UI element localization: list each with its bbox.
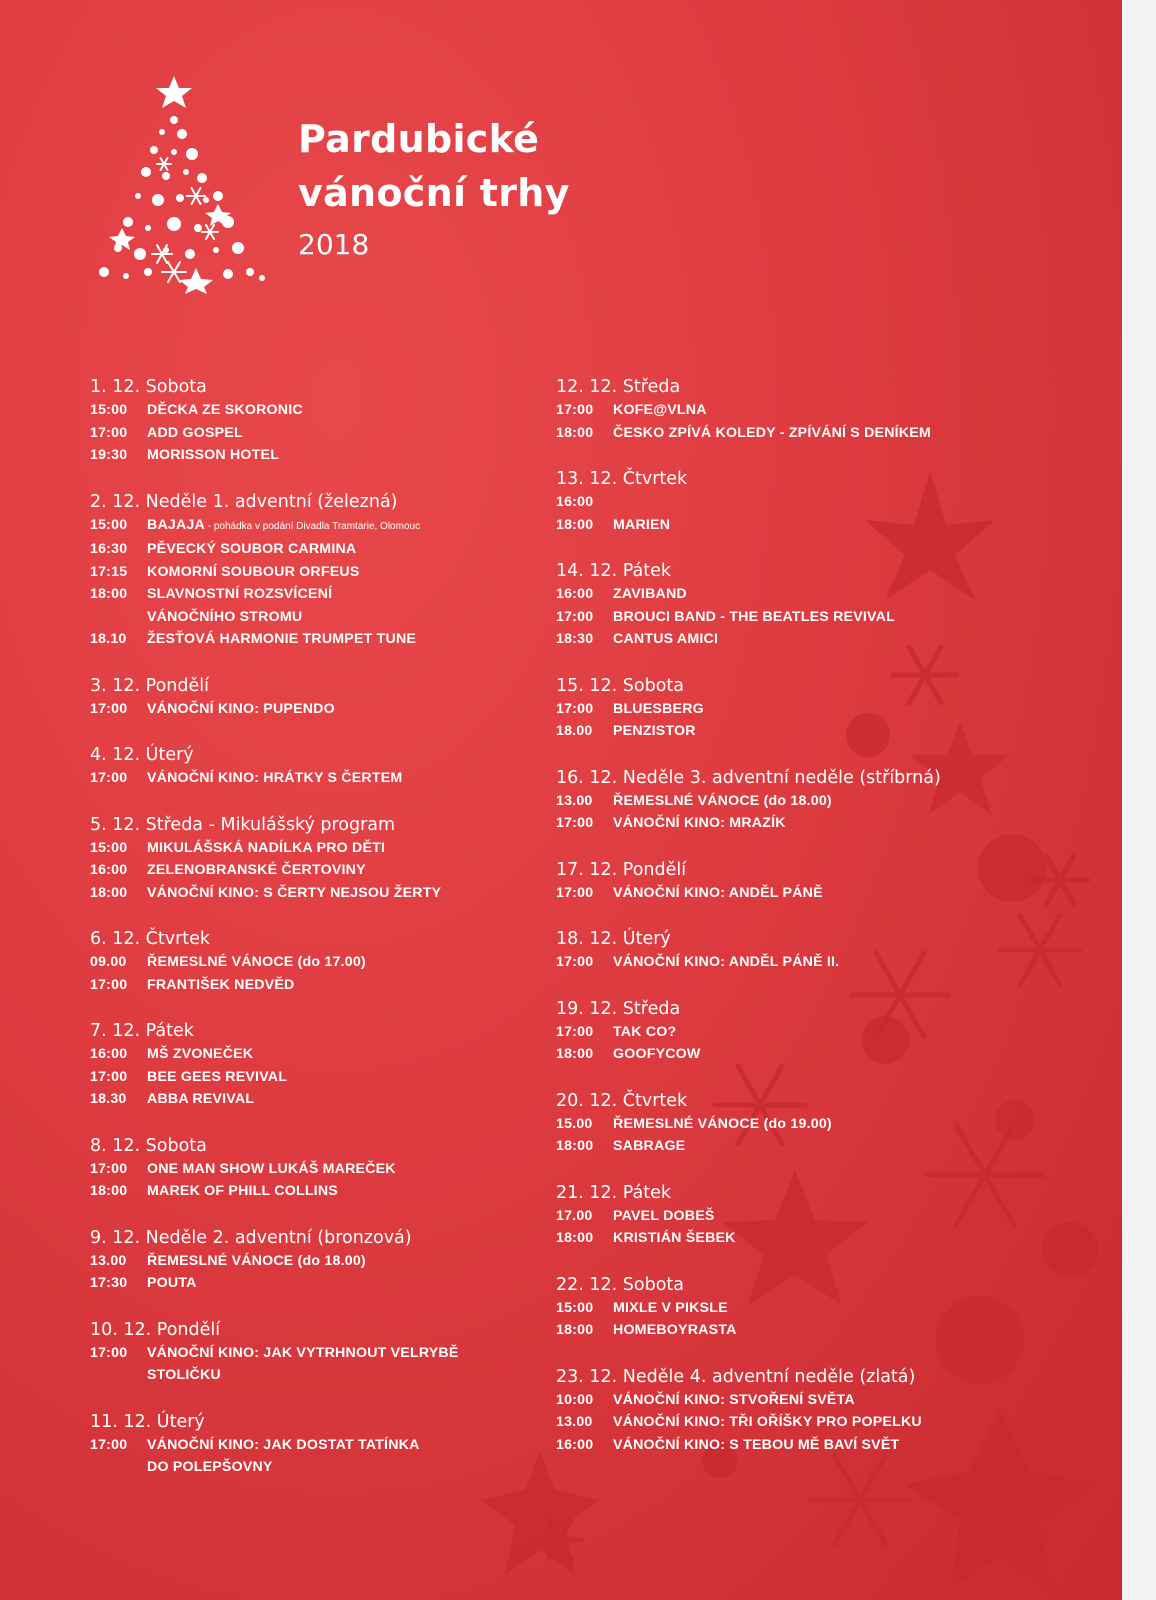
event-time: 16:00 (90, 862, 128, 878)
event-row (90, 583, 530, 606)
event-title: TAK CO? (613, 1023, 677, 1040)
event-name (147, 951, 530, 974)
event-time: 17:00 (90, 1160, 128, 1177)
event-row (556, 812, 996, 835)
event-time: 17:00 (90, 700, 128, 717)
event-time: 18:00 (90, 586, 128, 602)
event-time: 18:00 (556, 424, 594, 441)
event-row (90, 1043, 530, 1066)
event-name (613, 1411, 996, 1434)
event-row (90, 859, 530, 882)
event-title: ŘEMESLNÉ VÁNOCE (do 17.00) (147, 954, 366, 970)
event-time: 18.30 (90, 1091, 127, 1107)
event-time: 18:00 (556, 1046, 594, 1062)
event-time: 16:00 (556, 1436, 594, 1453)
event-time: 17:00 (556, 700, 594, 717)
event-title: ŽESŤOVÁ HARMONIE TRUMPET TUNE (147, 631, 417, 647)
event-row (90, 538, 530, 561)
event-time: 13.00 (556, 1414, 593, 1430)
event-name (147, 1434, 530, 1457)
event-row (90, 1272, 530, 1295)
event-row (556, 1434, 996, 1457)
event-row (556, 1297, 996, 1320)
event-name (613, 399, 996, 422)
event-time: 18:00 (556, 516, 594, 533)
day-title: 18. 12. Úterý (556, 929, 671, 949)
event-name (613, 1389, 996, 1412)
event-name (147, 1180, 530, 1203)
day-title: 1. 12. Sobota (90, 377, 207, 397)
schedule-day (556, 928, 996, 974)
event-name (147, 859, 530, 882)
schedule-day (90, 1020, 530, 1111)
event-title: ADD GOSPEL (147, 424, 243, 441)
event-title: FRANTIŠEK NEDVĚD (147, 976, 295, 993)
event-time: 18:00 (90, 1183, 128, 1199)
day-title: 19. 12. Středa (556, 998, 681, 1019)
day-title: 3. 12. Pondělí (90, 675, 209, 696)
event-time: 19:30 (90, 447, 128, 463)
schedule-day (556, 1366, 996, 1457)
event-name (613, 583, 996, 606)
event-time: 15:00 (90, 516, 128, 533)
title-year: 2018 (298, 228, 370, 261)
event-row (556, 422, 996, 445)
event-time: 18.10 (90, 631, 127, 647)
event-title: VÁNOČNÍ KINO: S ČERTY NEJSOU ŽERTY (147, 884, 442, 901)
page-margin (1122, 0, 1156, 1600)
event-name (147, 1364, 530, 1387)
day-title: 5. 12. Středa - Mikulášský program (90, 814, 396, 835)
event-time: 17:00 (556, 402, 594, 418)
event-title: VÁNOČNÍ KINO: S TEBOU MĚ BAVÍ SVĚT (613, 1436, 900, 1453)
event-name (613, 628, 996, 651)
event-name (613, 698, 996, 721)
event-time: 09.00 (90, 954, 127, 970)
event-time: 16:00 (556, 586, 594, 602)
event-time: 17:00 (90, 424, 128, 441)
day-title: 7. 12. Pátek (90, 1021, 194, 1041)
day-title: 20. 12. Čtvrtek (556, 1090, 688, 1111)
event-row (556, 399, 996, 422)
event-time: 13.00 (90, 1252, 127, 1269)
event-row (556, 1021, 996, 1044)
day-title: 23. 12. Neděle 4. adventní neděle (zlatá) (556, 1366, 916, 1387)
day-title: 10. 12. Pondělí (90, 1319, 221, 1340)
event-title: SABRAGE (613, 1138, 686, 1154)
event-name (613, 1297, 996, 1320)
event-time: 17:00 (556, 954, 594, 970)
event-time (90, 606, 147, 629)
event-time: 16:00 (556, 494, 594, 510)
event-name (613, 606, 996, 629)
event-title: ŘEMESLNÉ VÁNOCE (do 19.00) (613, 1115, 832, 1132)
event-row (90, 628, 530, 651)
event-title: MORISSON HOTEL (147, 447, 280, 463)
event-row (556, 1319, 996, 1342)
event-row (90, 514, 530, 539)
event-row (90, 767, 530, 790)
event-name (147, 767, 530, 790)
event-name (613, 720, 996, 743)
event-name (613, 1113, 996, 1136)
event-title: ABBA REVIVAL (147, 1091, 255, 1107)
event-name (613, 514, 996, 537)
event-name (613, 491, 996, 514)
event-row (90, 606, 530, 629)
event-title: KOMORNÍ SOUBOUR ORFEUS (147, 563, 360, 580)
event-name (613, 1319, 996, 1342)
event-row (556, 514, 996, 537)
schedule-day (90, 376, 530, 467)
event-row (90, 1180, 530, 1203)
schedule-day (556, 560, 996, 651)
event-name (147, 422, 530, 445)
schedule-day (556, 998, 996, 1066)
day-title: 12. 12. Středa (556, 377, 681, 397)
event-title: GOOFYCOW (613, 1046, 701, 1062)
day-title: 15. 12. Sobota (556, 675, 685, 696)
event-time: 15.00 (556, 1115, 593, 1132)
event-name (147, 399, 530, 422)
day-title: 21. 12. Pátek (556, 1182, 672, 1203)
event-time: 10:00 (556, 1391, 594, 1408)
event-name (147, 628, 530, 651)
event-title: VÁNOČNÍHO STROMU (147, 608, 303, 625)
event-name (147, 837, 530, 860)
schedule-day (90, 1319, 530, 1387)
event-time: 17:00 (556, 1023, 594, 1040)
event-name (147, 1272, 530, 1295)
event-time: 17:15 (90, 563, 128, 580)
event-time: 17:00 (556, 608, 594, 625)
event-title: KRISTIÁN ŠEBEK (613, 1230, 736, 1246)
event-time: 18.00 (556, 723, 593, 739)
event-row (90, 1250, 530, 1273)
event-title: CANTUS AMICI (613, 631, 719, 647)
event-time: 18:30 (556, 631, 594, 647)
event-name (613, 1227, 996, 1250)
event-title: ONE MAN SHOW LUKÁŠ MAREČEK (147, 1160, 396, 1177)
event-name (613, 1434, 996, 1457)
christmas-tree-icon (78, 72, 278, 294)
event-note: - pohádka v podání Divadla Tramtarie, Olomouc (204, 520, 421, 532)
schedule-day (556, 1090, 996, 1158)
event-row (90, 951, 530, 974)
event-row (90, 422, 530, 445)
day-title: 17. 12. Pondělí (556, 859, 687, 880)
event-row (556, 720, 996, 743)
event-name (613, 1043, 996, 1066)
event-title: VÁNOČNÍ KINO: JAK VYTRHNOUT VELRYBĚ (147, 1344, 459, 1361)
event-time: 16:00 (90, 1046, 128, 1062)
event-row (90, 837, 530, 860)
event-row (90, 1342, 530, 1365)
event-name (147, 1088, 530, 1111)
schedule-day (90, 928, 530, 996)
event-name (613, 812, 996, 835)
event-time: 18:00 (556, 1138, 594, 1154)
schedule-day (556, 767, 996, 835)
schedule-right-column (556, 376, 996, 1480)
event-time: 17:00 (556, 884, 594, 901)
event-title: VÁNOČNÍ KINO: ANDĚL PÁNĚ II. (613, 954, 840, 970)
event-time: 17:00 (90, 1436, 128, 1453)
event-row (556, 1135, 996, 1158)
day-title: 16. 12. Neděle 3. adventní neděle (stříbrná) (556, 767, 941, 788)
event-title: VÁNOČNÍ KINO: ANDĚL PÁNĚ (613, 884, 823, 901)
schedule-day (556, 859, 996, 905)
event-name (147, 538, 530, 561)
schedule-day (90, 814, 530, 905)
event-time (90, 1364, 147, 1387)
event-time: 18:00 (556, 1230, 594, 1246)
schedule-day (556, 675, 996, 743)
event-name (613, 1021, 996, 1044)
event-row (90, 1066, 530, 1089)
event-row (556, 698, 996, 721)
event-name (613, 790, 996, 813)
event-name (613, 1135, 996, 1158)
schedule-day (556, 468, 996, 536)
event-time: 17.00 (556, 1207, 593, 1224)
event-name (147, 1250, 530, 1273)
event-title: VÁNOČNÍ KINO: JAK DOSTAT TATÍNKA (147, 1436, 420, 1453)
schedule-day (90, 1411, 530, 1479)
event-title: PAVEL DOBEŠ (613, 1207, 715, 1224)
event-title: PĚVECKÝ SOUBOR CARMINA (147, 541, 357, 557)
event-row (556, 882, 996, 905)
event-time: 18:00 (90, 884, 128, 901)
event-row (556, 606, 996, 629)
day-title: 14. 12. Pátek (556, 561, 672, 581)
event-row (90, 444, 530, 467)
event-title: POUTA (147, 1275, 197, 1291)
event-time: 16:30 (90, 541, 128, 557)
event-title: VÁNOČNÍ KINO: HRÁTKY S ČERTEM (147, 770, 403, 786)
event-row (90, 1088, 530, 1111)
event-time: 15:00 (556, 1299, 594, 1316)
schedule-day (90, 1227, 530, 1295)
event-title: VÁNOČNÍ KINO: TŘI OŘÍŠKY PRO POPELKU (613, 1414, 922, 1430)
event-name (147, 561, 530, 584)
schedule-day (90, 1135, 530, 1203)
day-title: 22. 12. Sobota (556, 1274, 685, 1295)
event-row (556, 628, 996, 651)
event-row (90, 561, 530, 584)
schedule-day (90, 491, 530, 651)
schedule-day (556, 376, 996, 444)
schedule-day (556, 1274, 996, 1342)
event-name (147, 1342, 530, 1365)
event-name (147, 1066, 530, 1089)
day-title: 2. 12. Neděle 1. adventní (železná) (90, 491, 398, 512)
event-title: HOMEBOYRASTA (613, 1322, 737, 1338)
event-name (147, 882, 530, 905)
event-title: BLUESBERG (613, 700, 704, 717)
event-title: BAJAJA (147, 516, 205, 533)
event-time: 18:00 (556, 1322, 594, 1338)
event-row (90, 1434, 530, 1457)
event-name (613, 951, 996, 974)
event-name (613, 422, 996, 445)
event-title: MIKULÁŠSKÁ NADÍLKA PRO DĚTI (147, 839, 386, 856)
event-time: 17:00 (90, 770, 128, 786)
event-row (90, 698, 530, 721)
event-title: MARIEN (613, 516, 671, 533)
event-name (613, 1205, 996, 1228)
event-row (556, 1205, 996, 1228)
event-time: 17:00 (90, 1068, 128, 1085)
event-row (90, 1158, 530, 1181)
event-row (556, 1411, 996, 1434)
event-time: 17:30 (90, 1275, 128, 1291)
day-title: 11. 12. Úterý (90, 1411, 205, 1432)
event-name (147, 514, 530, 539)
event-title: VÁNOČNÍ KINO: STVOŘENÍ SVĚTA (613, 1391, 855, 1408)
event-row (90, 1364, 530, 1387)
day-title: 8. 12. Sobota (90, 1135, 207, 1156)
event-row (90, 399, 530, 422)
event-title: PENZISTOR (613, 723, 696, 739)
event-time: 17:00 (90, 1344, 128, 1361)
day-title: 6. 12. Čtvrtek (90, 929, 211, 949)
event-title: ZELENOBRANSKÉ ČERTOVINY (147, 862, 366, 878)
event-time (90, 1456, 147, 1479)
event-name (147, 698, 530, 721)
event-name (147, 1158, 530, 1181)
event-name (147, 583, 530, 606)
title-line-2: vánoční trhy (298, 171, 570, 215)
event-row (556, 1227, 996, 1250)
event-row (90, 1456, 530, 1479)
event-name (147, 1043, 530, 1066)
event-row (556, 583, 996, 606)
event-title: DĚCKA ZE SKORONIC (147, 402, 303, 418)
schedule-day (90, 744, 530, 790)
event-time: 17:00 (90, 976, 128, 993)
event-name (147, 1456, 530, 1479)
event-title: MAREK OF PHILL COLLINS (147, 1183, 338, 1199)
event-title: DO POLEPŠOVNY (147, 1459, 273, 1475)
event-title: VÁNOČNÍ KINO: PUPENDO (147, 700, 335, 717)
event-title: BROUCI BAND - THE BEATLES REVIVAL (613, 608, 895, 625)
event-title: VÁNOČNÍ KINO: MRAZÍK (613, 815, 786, 831)
event-title: BEE GEES REVIVAL (147, 1068, 288, 1085)
schedule-day (556, 1182, 996, 1250)
event-title: KOFE@VLNA (613, 402, 707, 418)
event-title: MŠ ZVONEČEK (147, 1046, 254, 1062)
event-title: STOLIČKU (147, 1367, 221, 1383)
event-name (147, 444, 530, 467)
event-row (90, 882, 530, 905)
event-title: MIXLE V PIKSLE (613, 1299, 728, 1316)
event-title: SLAVNOSTNÍ ROZSVÍCENÍ (147, 586, 333, 602)
event-name (147, 606, 530, 629)
event-time: 15:00 (90, 839, 128, 856)
event-time: 13.00 (556, 792, 593, 809)
event-row (556, 1113, 996, 1136)
event-row (556, 1389, 996, 1412)
day-title: 13. 12. Čtvrtek (556, 469, 688, 489)
schedule-left-column (90, 376, 530, 1503)
event-row (556, 790, 996, 813)
poster-title (298, 112, 570, 270)
schedule-day (90, 675, 530, 721)
event-time: 15:00 (90, 402, 128, 418)
event-title: ZAVIBAND (613, 586, 687, 602)
snowflake-icon (1000, 915, 1080, 985)
event-row (556, 491, 996, 514)
event-row (90, 974, 530, 997)
event-title: ČESKO ZPÍVÁ KOLEDY - ZPÍVÁNÍ S DENÍKEM (613, 424, 931, 441)
day-title: 4. 12. Úterý (90, 745, 194, 765)
event-title: ŘEMESLNÉ VÁNOCE (do 18.00) (613, 792, 832, 809)
day-title: 9. 12. Neděle 2. adventní (bronzová) (90, 1227, 412, 1248)
event-name (147, 974, 530, 997)
event-row (556, 951, 996, 974)
event-name (613, 882, 996, 905)
event-time: 17:00 (556, 815, 594, 831)
event-title: ŘEMESLNÉ VÁNOCE (do 18.00) (147, 1252, 366, 1269)
event-row (556, 1043, 996, 1066)
title-line-1: Pardubické (298, 117, 540, 161)
